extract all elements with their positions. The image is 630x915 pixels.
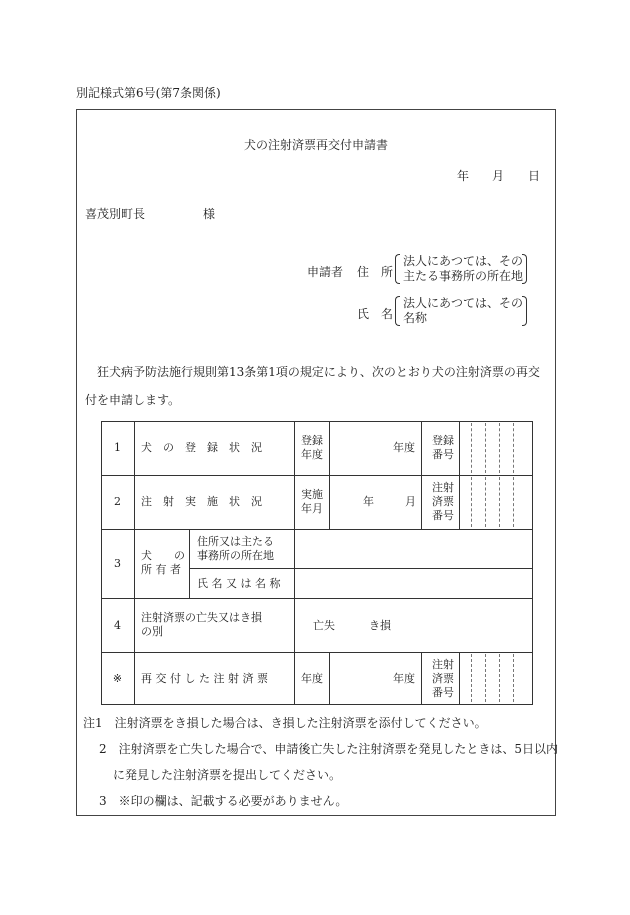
note-1: 注1 注射済票をき損した場合は、き損した注射済票を添付してください。 (83, 716, 487, 730)
table-rule (189, 568, 533, 569)
label-line: 実施 (301, 488, 323, 501)
table-rule (134, 421, 135, 705)
digit-divider (471, 423, 472, 473)
row-number: ※ (112, 672, 123, 685)
label-line: 住所又は主たる (197, 535, 274, 548)
row-number: 1 (114, 441, 121, 454)
digit-divider (499, 654, 500, 702)
label-line: 番号 (432, 686, 454, 699)
label-line: 犬 の (141, 549, 185, 562)
table-rule (459, 652, 460, 704)
owner-name-label: 氏 名 又 は 名 称 (197, 577, 281, 590)
table-rule (101, 475, 533, 476)
address-note-line: 主たる事務所の所在地 (403, 269, 524, 283)
digit-divider (485, 654, 486, 702)
form-number-label: 別記様式第6号(第7条関係) (76, 86, 221, 100)
table-rule (459, 421, 460, 529)
year-unit: 年度 (393, 441, 415, 454)
digit-divider (471, 477, 472, 527)
label-line: 済票 (432, 672, 454, 685)
digit-divider (471, 654, 472, 702)
form-title: 犬の注射済票再交付申請書 (243, 138, 388, 152)
registration-year-label (301, 434, 323, 462)
label-line: 年月 (301, 502, 323, 515)
loss-damage-label (141, 611, 262, 639)
name-note-bracket (395, 296, 527, 326)
digit-divider (513, 423, 514, 473)
name-note-line: 法人にあつては、その (403, 296, 524, 310)
label-line: の別 (141, 625, 163, 638)
table-rule (101, 652, 533, 653)
owner-label (141, 549, 185, 577)
option-damaged[interactable]: き損 (369, 619, 391, 632)
application-table (101, 421, 533, 704)
registration-number-label (432, 434, 454, 462)
table-rule (101, 421, 533, 422)
reissue-year-label: 年度 (301, 672, 323, 685)
applicant-label: 申請者 (307, 265, 344, 279)
digit-divider (499, 423, 500, 473)
label-line: 済票 (432, 495, 454, 508)
option-lost[interactable]: 亡失 (313, 619, 335, 632)
row-number: 2 (114, 495, 121, 508)
name-note-line: 名称 (403, 311, 428, 325)
vaccination-date-label (301, 488, 323, 516)
label-line: 事務所の所在地 (197, 549, 274, 562)
note-2: 2 注射済票を亡失した場合で、申請後亡失した注射済票を発見したときは、5日以内 (99, 742, 559, 756)
label-line: 番号 (432, 509, 454, 522)
table-rule (532, 421, 533, 705)
tag-number-label (432, 658, 454, 700)
addressee-suffix: 様 (203, 207, 216, 221)
form-frame (76, 109, 559, 816)
month-unit: 月 (405, 495, 416, 508)
year-unit: 年度 (393, 672, 415, 685)
digit-divider (513, 654, 514, 702)
table-rule (329, 652, 330, 704)
table-rule (101, 704, 533, 705)
registration-status-label: 犬 の 登 録 状 況 (141, 441, 262, 454)
addressee-name: 喜茂別町長 (85, 207, 146, 221)
digit-divider (499, 477, 500, 527)
table-rule (189, 529, 190, 598)
reissued-tag-label: 再 交 付 し た 注 射 済 票 (141, 672, 268, 685)
digit-divider (513, 477, 514, 527)
table-rule (421, 421, 422, 529)
address-note-line: 法人にあつては、その (403, 254, 524, 268)
applicant-address-label: 住 所 (357, 265, 394, 279)
row-number: 4 (114, 619, 121, 632)
table-rule (101, 529, 533, 530)
digit-divider (485, 477, 486, 527)
year-unit: 年 (363, 495, 374, 508)
tag-number-label (432, 481, 454, 523)
table-rule (101, 598, 533, 599)
label-line: 注射 (432, 481, 454, 494)
row-number: 3 (114, 557, 121, 570)
label-line: 所 有 者 (141, 563, 181, 576)
vaccination-status-label: 注 射 実 施 状 況 (141, 495, 262, 508)
table-rule (329, 421, 330, 529)
table-rule (421, 652, 422, 704)
table-rule (294, 421, 295, 705)
label-line: 年度 (301, 448, 323, 461)
request-statement: 狂犬病予防法施行規則第13条第1項の規定により、次のとおり犬の注射済票の再交付を申請します。 (85, 365, 540, 407)
label-line: 登録 (432, 434, 454, 447)
digit-divider (485, 423, 486, 473)
date-month-label: 月 (492, 169, 505, 183)
label-line: 登録 (301, 434, 323, 447)
date-year-label: 年 (457, 169, 470, 183)
date-day-label: 日 (528, 169, 541, 183)
owner-address-label (197, 535, 274, 563)
address-note-bracket (395, 254, 527, 284)
label-line: 注射済票の亡失又はき損 (141, 611, 262, 624)
label-line: 注射 (432, 658, 454, 671)
note-2-continued: に発見した注射済票を提出してください。 (113, 768, 342, 782)
label-line: 番号 (432, 448, 454, 461)
note-3: 3 ※印の欄は、記載する必要がありません。 (99, 794, 348, 808)
applicant-name-label: 氏 名 (357, 307, 394, 321)
